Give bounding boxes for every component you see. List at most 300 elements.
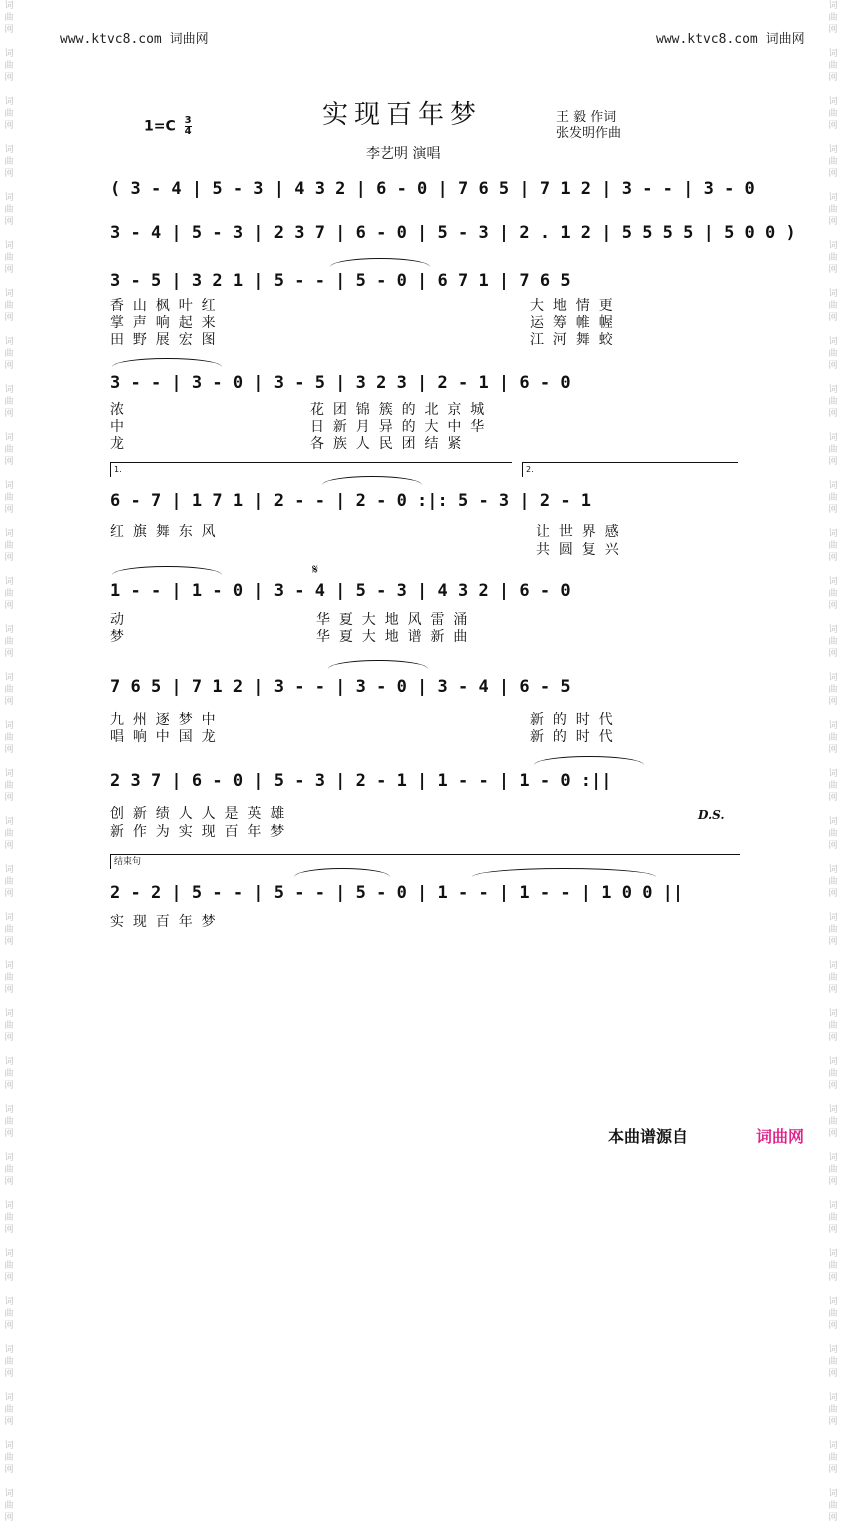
watermark-glyph: 网 bbox=[4, 1225, 14, 1235]
watermark-glyph: 曲 bbox=[4, 781, 14, 791]
watermark-glyph: 词 bbox=[828, 385, 838, 395]
watermark-glyph: 曲 bbox=[828, 1165, 838, 1175]
watermark-glyph: 曲 bbox=[4, 973, 14, 983]
watermark-glyph: 曲 bbox=[828, 253, 838, 263]
watermark-glyph: 词 bbox=[828, 721, 838, 731]
watermark-glyph: 网 bbox=[4, 1129, 14, 1139]
watermark-glyph: 词 bbox=[828, 1297, 838, 1307]
watermark-glyph: 网 bbox=[828, 73, 838, 83]
watermark-glyph: 曲 bbox=[828, 637, 838, 647]
watermark-glyph: 网 bbox=[828, 217, 838, 227]
watermark-gap bbox=[826, 612, 840, 624]
lyrics-row-8-verse-1: 创 新 绩 人 人 是 英 雄 bbox=[110, 806, 285, 822]
watermark-gap bbox=[2, 612, 16, 624]
watermark-glyph: 曲 bbox=[828, 589, 838, 599]
lyrics-row-4-verse-2 bbox=[110, 419, 740, 435]
watermark-glyph: 词 bbox=[4, 1393, 14, 1403]
watermark-glyph: 网 bbox=[4, 265, 14, 275]
watermark-glyph: 曲 bbox=[4, 1069, 14, 1079]
time-top: 3 bbox=[184, 115, 192, 126]
watermark-gap bbox=[2, 180, 16, 192]
watermark-glyph: 网 bbox=[4, 1081, 14, 1091]
watermark-glyph: 曲 bbox=[4, 1405, 14, 1415]
watermark-glyph: 曲 bbox=[4, 877, 14, 887]
notes-row-2: 3 - 4 | 5 - 3 | 2 3 7 | 6 - 0 | 5 - 3 | 2 . 1 2 | 5 5 5 5 | 5 0 0 ) bbox=[110, 223, 796, 243]
site-url-left[interactable]: www.ktvc8.com 词曲网 bbox=[60, 32, 209, 47]
watermark-glyph: 曲 bbox=[828, 925, 838, 935]
watermark-glyph: 网 bbox=[4, 505, 14, 515]
lyrics-row-8-verse-2: 新 作 为 实 现 百 年 梦 bbox=[110, 824, 285, 840]
watermark-gap bbox=[2, 1476, 16, 1488]
watermark-glyph: 网 bbox=[828, 889, 838, 899]
watermark-gap bbox=[826, 1188, 840, 1200]
watermark-gap bbox=[2, 1428, 16, 1440]
watermark-glyph: 网 bbox=[828, 649, 838, 659]
watermark-glyph: 词 bbox=[828, 1393, 838, 1403]
watermark-gap bbox=[2, 564, 16, 576]
watermark-glyph: 网 bbox=[4, 409, 14, 419]
watermark-gap bbox=[826, 372, 840, 384]
slur bbox=[112, 566, 222, 575]
watermark-glyph: 曲 bbox=[828, 1357, 838, 1367]
watermark-glyph: 曲 bbox=[828, 397, 838, 407]
watermark-glyph: 词 bbox=[828, 769, 838, 779]
lyrics-row-5-verse-1 bbox=[110, 524, 740, 540]
watermark-glyph: 网 bbox=[4, 313, 14, 323]
watermark-glyph: 曲 bbox=[4, 1213, 14, 1223]
watermark-glyph: 曲 bbox=[4, 1309, 14, 1319]
watermark-glyph: 网 bbox=[4, 1369, 14, 1379]
watermark-glyph: 词 bbox=[828, 97, 838, 107]
watermark-glyph: 网 bbox=[828, 937, 838, 947]
watermark-glyph: 曲 bbox=[4, 1021, 14, 1031]
song-title: 实现百年梦 bbox=[322, 100, 483, 130]
watermark-glyph: 词 bbox=[828, 913, 838, 923]
watermark-gap bbox=[2, 1140, 16, 1152]
lyrics-row-7-verse-1 bbox=[110, 712, 740, 728]
lyric-line: 各 族 人 民 团 结 紧 bbox=[310, 436, 462, 452]
watermark-gap bbox=[2, 996, 16, 1008]
watermark-gap bbox=[826, 324, 840, 336]
watermark-glyph: 词 bbox=[4, 817, 14, 827]
watermark-gap bbox=[2, 756, 16, 768]
watermark-glyph: 曲 bbox=[828, 1213, 838, 1223]
watermark-gap bbox=[826, 468, 840, 480]
watermark-glyph: 词 bbox=[4, 1201, 14, 1211]
watermark-glyph: 网 bbox=[828, 313, 838, 323]
dal-segno-mark: D.S. bbox=[698, 808, 725, 822]
watermark-glyph: 网 bbox=[828, 601, 838, 611]
notes-row-6: 1 - - | 1 - 0 | 3 - 4 | 5 - 3 | 4 3 2 | 6 - 0 bbox=[110, 581, 571, 601]
lyric-line: 日 新 月 异 的 大 中 华 bbox=[310, 419, 485, 435]
watermark-glyph: 曲 bbox=[828, 349, 838, 359]
watermark-glyph: 词 bbox=[4, 433, 14, 443]
watermark-glyph: 词 bbox=[4, 961, 14, 971]
notes-row-7: 7 6 5 | 7 1 2 | 3 - - | 3 - 0 | 3 - 4 | 6 - 5 bbox=[110, 677, 571, 697]
watermark-glyph: 网 bbox=[4, 169, 14, 179]
watermark-glyph: 词 bbox=[828, 865, 838, 875]
watermark-glyph: 曲 bbox=[828, 493, 838, 503]
watermark-glyph: 网 bbox=[828, 265, 838, 275]
watermark-glyph: 词 bbox=[4, 673, 14, 683]
watermark-glyph: 词 bbox=[828, 529, 838, 539]
watermark-glyph: 曲 bbox=[828, 13, 838, 23]
watermark-glyph: 词 bbox=[4, 1489, 14, 1499]
watermark-gap bbox=[2, 468, 16, 480]
watermark-glyph: 曲 bbox=[828, 973, 838, 983]
lyric-line: 掌 声 响 起 来 bbox=[110, 315, 216, 331]
watermark-gap bbox=[826, 996, 840, 1008]
score-row-2 bbox=[110, 218, 796, 262]
watermark-glyph: 网 bbox=[828, 169, 838, 179]
watermark-gap bbox=[2, 1044, 16, 1056]
watermark-gap bbox=[826, 1332, 840, 1344]
watermark-glyph: 网 bbox=[4, 457, 14, 467]
watermark-glyph: 词 bbox=[828, 625, 838, 635]
watermark-gap bbox=[2, 372, 16, 384]
watermark-glyph: 词 bbox=[828, 49, 838, 59]
watermark-gap bbox=[2, 420, 16, 432]
lyric-line: 动 bbox=[110, 612, 124, 628]
singer-credit: 李艺明 演唱 bbox=[366, 146, 441, 162]
watermark-gap bbox=[826, 180, 840, 192]
watermark-gap bbox=[826, 1044, 840, 1056]
watermark-glyph: 网 bbox=[4, 73, 14, 83]
watermark-gap bbox=[2, 948, 16, 960]
watermark-glyph: 曲 bbox=[828, 685, 838, 695]
watermark-gap bbox=[826, 564, 840, 576]
watermark-glyph: 曲 bbox=[4, 1357, 14, 1367]
watermark-glyph: 曲 bbox=[828, 1117, 838, 1127]
lyric-line: 红 旗 舞 东 风 bbox=[110, 524, 216, 540]
watermark-gap bbox=[826, 1380, 840, 1392]
watermark-glyph: 曲 bbox=[4, 589, 14, 599]
watermark-glyph: 曲 bbox=[4, 205, 14, 215]
watermark-glyph: 曲 bbox=[828, 1021, 838, 1031]
watermark-gap bbox=[826, 516, 840, 528]
watermark-gap bbox=[826, 276, 840, 288]
lyric-line: 江 河 舞 蛟 bbox=[530, 332, 613, 348]
notes-row-5: 6 - 7 | 1 7 1 | 2 - - | 2 - 0 :|: 5 - 3 | 2 - 1 bbox=[110, 491, 592, 511]
watermark-gap bbox=[2, 1284, 16, 1296]
lyricist-credit: 王 毅 作词 bbox=[556, 110, 617, 125]
watermark-gap bbox=[2, 516, 16, 528]
watermark-glyph: 词 bbox=[4, 385, 14, 395]
watermark-glyph: 曲 bbox=[828, 109, 838, 119]
watermark-gap bbox=[2, 1380, 16, 1392]
watermark-glyph: 曲 bbox=[4, 1165, 14, 1175]
brand-link[interactable]: 词曲网 bbox=[756, 1127, 805, 1146]
watermark-glyph: 网 bbox=[828, 793, 838, 803]
watermark-glyph: 曲 bbox=[4, 13, 14, 23]
watermark-glyph: 词 bbox=[4, 1297, 14, 1307]
lyrics-row-6-verse-2 bbox=[110, 629, 740, 645]
watermark-glyph: 网 bbox=[828, 1273, 838, 1283]
watermark-glyph: 词 bbox=[828, 1153, 838, 1163]
watermark-glyph: 网 bbox=[828, 697, 838, 707]
watermark-glyph: 词 bbox=[828, 1489, 838, 1499]
watermark-glyph: 词 bbox=[4, 625, 14, 635]
watermark-glyph: 网 bbox=[4, 841, 14, 851]
watermark-glyph: 词 bbox=[828, 673, 838, 683]
watermark-glyph: 网 bbox=[4, 1417, 14, 1427]
watermark-glyph: 词 bbox=[4, 577, 14, 587]
watermark-glyph: 网 bbox=[828, 1465, 838, 1475]
watermark-glyph: 词 bbox=[4, 1249, 14, 1259]
watermark-gap bbox=[2, 36, 16, 48]
watermark-glyph: 曲 bbox=[828, 1309, 838, 1319]
watermark-gap bbox=[826, 1236, 840, 1248]
watermark-gap bbox=[826, 900, 840, 912]
watermark-glyph: 词 bbox=[4, 1057, 14, 1067]
watermark-gap bbox=[2, 132, 16, 144]
watermark-glyph: 曲 bbox=[4, 493, 14, 503]
watermark-glyph: 词 bbox=[828, 1057, 838, 1067]
watermark-gap bbox=[826, 708, 840, 720]
watermark-glyph: 词 bbox=[4, 913, 14, 923]
watermark-glyph: 曲 bbox=[828, 1261, 838, 1271]
watermark-glyph: 网 bbox=[4, 889, 14, 899]
watermark-glyph: 词 bbox=[4, 721, 14, 731]
watermark-glyph: 词 bbox=[4, 145, 14, 155]
watermark-glyph: 网 bbox=[4, 1321, 14, 1331]
watermark-glyph: 曲 bbox=[828, 1069, 838, 1079]
source-label: 本曲谱源自 bbox=[608, 1127, 689, 1146]
time-bottom: 4 bbox=[184, 126, 192, 137]
watermark-gap bbox=[2, 804, 16, 816]
watermark-glyph: 曲 bbox=[4, 637, 14, 647]
watermark-glyph: 网 bbox=[828, 361, 838, 371]
watermark-glyph: 网 bbox=[828, 1033, 838, 1043]
watermark-glyph: 曲 bbox=[828, 781, 838, 791]
watermark-glyph: 网 bbox=[4, 121, 14, 131]
score-row-1 bbox=[110, 174, 755, 218]
watermark-gap bbox=[826, 84, 840, 96]
watermark-gap bbox=[2, 1524, 16, 1536]
composer-credit: 张发明作曲 bbox=[556, 126, 622, 141]
watermark-gap bbox=[2, 852, 16, 864]
slur bbox=[472, 868, 656, 877]
watermark-glyph: 曲 bbox=[4, 397, 14, 407]
watermark-glyph: 网 bbox=[4, 1033, 14, 1043]
lyric-line: 运 筹 帷 幄 bbox=[530, 315, 613, 331]
watermark-glyph: 词 bbox=[4, 1, 14, 11]
key-signature bbox=[144, 116, 192, 137]
watermark-glyph: 网 bbox=[828, 121, 838, 131]
notes-row-4: 3 - - | 3 - 0 | 3 - 5 | 3 2 3 | 2 - 1 | 6 - 0 bbox=[110, 373, 571, 393]
watermark-glyph: 曲 bbox=[4, 685, 14, 695]
watermark-glyph: 词 bbox=[828, 1441, 838, 1451]
watermark-gap bbox=[2, 228, 16, 240]
watermark-glyph: 词 bbox=[828, 241, 838, 251]
watermark-glyph: 网 bbox=[828, 409, 838, 419]
watermark-glyph: 网 bbox=[828, 1129, 838, 1139]
slur bbox=[328, 660, 428, 669]
lyrics-row-7-verse-2 bbox=[110, 729, 740, 745]
watermark-glyph: 曲 bbox=[4, 1117, 14, 1127]
watermark-glyph: 词 bbox=[4, 1009, 14, 1019]
lyrics-row-9: 实 现 百 年 梦 bbox=[110, 914, 216, 930]
watermark-glyph: 网 bbox=[828, 1417, 838, 1427]
watermark-gap bbox=[826, 852, 840, 864]
watermark-glyph: 网 bbox=[4, 985, 14, 995]
watermark-glyph: 词 bbox=[4, 1441, 14, 1451]
watermark-glyph: 网 bbox=[4, 25, 14, 35]
watermark-glyph: 网 bbox=[4, 745, 14, 755]
watermark-glyph: 词 bbox=[828, 577, 838, 587]
watermark-glyph: 曲 bbox=[4, 541, 14, 551]
watermark-gap bbox=[826, 36, 840, 48]
watermark-glyph: 词 bbox=[4, 49, 14, 59]
watermark-gap bbox=[2, 708, 16, 720]
watermark-glyph: 曲 bbox=[4, 1261, 14, 1271]
watermark-glyph: 词 bbox=[4, 241, 14, 251]
score-row-8 bbox=[110, 766, 740, 810]
watermark-glyph: 曲 bbox=[4, 925, 14, 935]
watermark-glyph: 曲 bbox=[4, 829, 14, 839]
watermark-glyph: 网 bbox=[4, 217, 14, 227]
watermark-glyph: 词 bbox=[828, 1105, 838, 1115]
lyric-line: 九 州 逐 梦 中 bbox=[110, 712, 216, 728]
lyric-line: 浓 bbox=[110, 402, 124, 418]
lyric-line: 香 山 枫 叶 红 bbox=[110, 298, 216, 314]
lyric-line: 唱 响 中 国 龙 bbox=[110, 729, 216, 745]
watermark-glyph: 网 bbox=[4, 553, 14, 563]
watermark-glyph: 词 bbox=[828, 1009, 838, 1019]
second-ending-bracket: 2. bbox=[522, 462, 738, 477]
watermark-glyph: 曲 bbox=[4, 109, 14, 119]
slur bbox=[112, 358, 222, 367]
ending-phrase-bracket: 结束句 bbox=[110, 854, 740, 869]
watermark-glyph: 网 bbox=[828, 1369, 838, 1379]
segno-sign: 𝄋 bbox=[312, 562, 319, 578]
watermark-gap bbox=[826, 1428, 840, 1440]
watermark-glyph: 曲 bbox=[828, 877, 838, 887]
watermark-glyph: 词 bbox=[4, 289, 14, 299]
watermark-glyph: 网 bbox=[828, 1177, 838, 1187]
lyrics-row-4-verse-3 bbox=[110, 436, 740, 452]
watermark-glyph: 词 bbox=[828, 433, 838, 443]
time-signature bbox=[185, 116, 192, 137]
lyric-line: 中 bbox=[110, 419, 124, 435]
watermark-glyph: 词 bbox=[4, 1345, 14, 1355]
lyrics-row-3-verse-1 bbox=[110, 298, 740, 314]
watermark-glyph: 曲 bbox=[4, 733, 14, 743]
first-ending-bracket: 1. bbox=[110, 462, 512, 477]
watermark-glyph: 词 bbox=[828, 481, 838, 491]
watermark-glyph: 曲 bbox=[4, 349, 14, 359]
watermark-glyph: 网 bbox=[4, 1177, 14, 1187]
watermark-glyph: 网 bbox=[828, 457, 838, 467]
watermark-glyph: 曲 bbox=[828, 733, 838, 743]
watermark-gap bbox=[826, 756, 840, 768]
lyrics-row-3-verse-3 bbox=[110, 332, 740, 348]
watermark-gap bbox=[2, 324, 16, 336]
watermark-glyph: 词 bbox=[828, 817, 838, 827]
watermark-gap bbox=[826, 1284, 840, 1296]
watermark-glyph: 词 bbox=[4, 97, 14, 107]
watermark-gap bbox=[2, 1188, 16, 1200]
watermark-gap bbox=[2, 900, 16, 912]
site-url-right[interactable]: www.ktvc8.com 词曲网 bbox=[656, 32, 805, 47]
watermark-glyph: 网 bbox=[828, 505, 838, 515]
watermark-gap bbox=[826, 1476, 840, 1488]
lyric-line: 华 夏 大 地 谱 新 曲 bbox=[316, 629, 468, 645]
lyrics-row-6-verse-1 bbox=[110, 612, 740, 628]
watermark-glyph: 曲 bbox=[828, 1405, 838, 1415]
watermark-glyph: 网 bbox=[4, 793, 14, 803]
watermark-glyph: 词 bbox=[4, 481, 14, 491]
watermark-glyph: 词 bbox=[4, 865, 14, 875]
watermark-glyph: 网 bbox=[828, 985, 838, 995]
watermark-glyph: 网 bbox=[828, 745, 838, 755]
watermark-glyph: 词 bbox=[4, 337, 14, 347]
watermark-gap bbox=[826, 1092, 840, 1104]
lyric-line: 大 地 情 更 bbox=[530, 298, 613, 314]
watermark-glyph: 网 bbox=[4, 1273, 14, 1283]
watermark-glyph: 曲 bbox=[828, 61, 838, 71]
watermark-glyph: 曲 bbox=[4, 445, 14, 455]
score-row-7 bbox=[110, 672, 740, 716]
watermark-gap bbox=[826, 132, 840, 144]
watermark-glyph: 词 bbox=[828, 1249, 838, 1259]
lyrics-row-4-verse-1 bbox=[110, 402, 740, 418]
left-watermark-column bbox=[2, 0, 16, 1523]
watermark-glyph: 网 bbox=[828, 841, 838, 851]
watermark-glyph: 词 bbox=[828, 337, 838, 347]
watermark-gap bbox=[2, 1236, 16, 1248]
lyrics-row-3-verse-2 bbox=[110, 315, 740, 331]
watermark-glyph: 曲 bbox=[4, 301, 14, 311]
watermark-glyph: 词 bbox=[828, 145, 838, 155]
watermark-glyph: 曲 bbox=[4, 253, 14, 263]
lyric-line: 新 的 时 代 bbox=[530, 712, 613, 728]
notes-row-8: 2 3 7 | 6 - 0 | 5 - 3 | 2 - 1 | 1 - - | 1 - 0 :|| bbox=[110, 771, 612, 791]
notes-row-3: 3 - 5 | 3 2 1 | 5 - - | 5 - 0 | 6 7 1 | 7 6 5 bbox=[110, 271, 571, 291]
watermark-glyph: 网 bbox=[4, 1513, 14, 1523]
slur bbox=[534, 756, 644, 765]
watermark-glyph: 词 bbox=[4, 1153, 14, 1163]
watermark-glyph: 曲 bbox=[4, 61, 14, 71]
watermark-glyph: 词 bbox=[828, 1201, 838, 1211]
watermark-glyph: 网 bbox=[4, 601, 14, 611]
watermark-glyph: 词 bbox=[828, 289, 838, 299]
lyric-line: 新 的 时 代 bbox=[530, 729, 613, 745]
watermark-gap bbox=[2, 660, 16, 672]
watermark-gap bbox=[826, 948, 840, 960]
watermark-glyph: 词 bbox=[828, 193, 838, 203]
watermark-glyph: 网 bbox=[4, 937, 14, 947]
watermark-gap bbox=[826, 228, 840, 240]
watermark-gap bbox=[826, 804, 840, 816]
watermark-gap bbox=[826, 660, 840, 672]
watermark-glyph: 网 bbox=[4, 361, 14, 371]
watermark-glyph: 词 bbox=[4, 1105, 14, 1115]
watermark-glyph: 曲 bbox=[828, 205, 838, 215]
watermark-glyph: 曲 bbox=[4, 1453, 14, 1463]
watermark-glyph: 曲 bbox=[828, 1501, 838, 1511]
watermark-glyph: 网 bbox=[828, 553, 838, 563]
watermark-glyph: 词 bbox=[828, 1345, 838, 1355]
watermark-glyph: 曲 bbox=[828, 445, 838, 455]
slur bbox=[294, 868, 390, 877]
watermark-glyph: 网 bbox=[4, 697, 14, 707]
lyric-line: 让 世 界 感 bbox=[536, 524, 619, 540]
lyric-line: 田 野 展 宏 图 bbox=[110, 332, 216, 348]
watermark-glyph: 曲 bbox=[828, 157, 838, 167]
watermark-glyph: 词 bbox=[4, 193, 14, 203]
lyric-line: 华 夏 大 地 风 雷 涌 bbox=[316, 612, 468, 628]
